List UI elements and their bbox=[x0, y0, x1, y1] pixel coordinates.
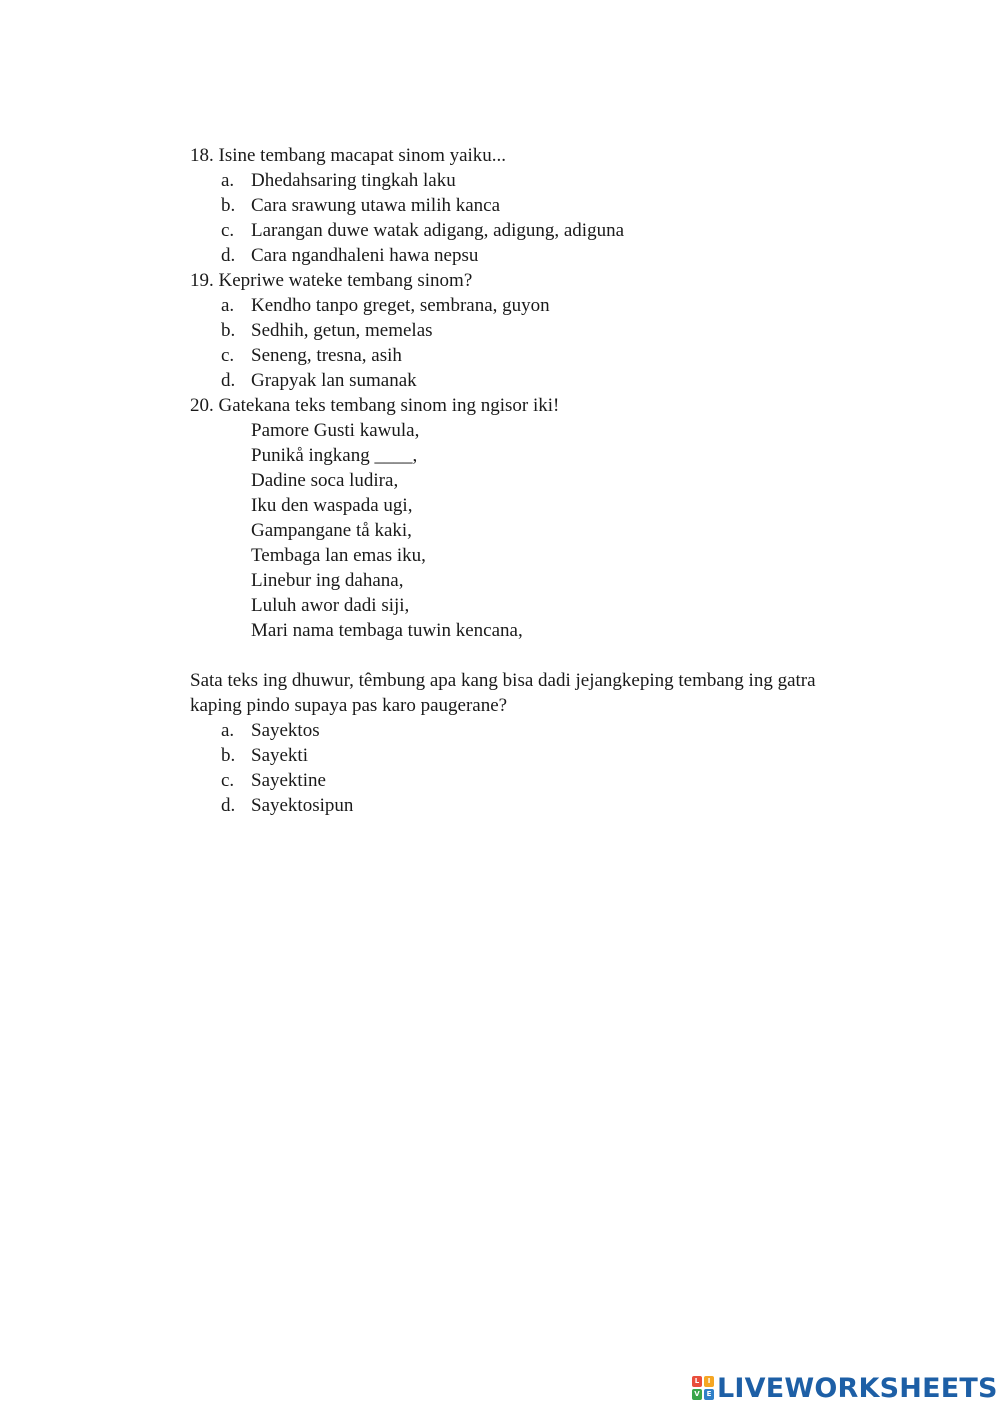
option-letter: b. bbox=[221, 320, 236, 341]
q20-prompt-line-2: kaping pindo supaya pas karo paugerane? bbox=[190, 695, 508, 716]
option-text: Grapyak lan sumanak bbox=[251, 370, 417, 391]
q18-option-a bbox=[0, 168, 999, 193]
logo-tile-v: V bbox=[692, 1389, 702, 1400]
option-text: Sayektine bbox=[251, 770, 326, 791]
option-text: Seneng, tresna, asih bbox=[251, 345, 402, 366]
logo-tile-i: I bbox=[704, 1376, 714, 1387]
verse-line: Mari nama tembaga tuwin kencana, bbox=[251, 620, 523, 641]
option-letter: b. bbox=[221, 745, 236, 766]
verse-line: Linebur ing dahana, bbox=[251, 570, 404, 591]
option-text: Cara srawung utawa milih kanca bbox=[251, 195, 501, 216]
option-text: Larangan duwe watak adigang, adigung, adiguna bbox=[251, 220, 625, 241]
question-20: 20. Gatekana teks tembang sinom ing ngisor iki! bbox=[190, 395, 560, 416]
option-text: Cara ngandhaleni hawa nepsu bbox=[251, 245, 479, 266]
option-text: Kendho tanpo greget, sembrana, guyon bbox=[251, 295, 550, 316]
option-letter: b. bbox=[221, 195, 236, 216]
verse-line: Iku den waspada ugi, bbox=[251, 495, 413, 516]
option-letter: a. bbox=[221, 720, 235, 741]
verse-line-blank: Punikå ingkang ____, bbox=[251, 445, 418, 466]
question-18: 18. Isine tembang macapat sinom yaiku... bbox=[190, 145, 507, 166]
q20-prompt-line-1: Sata teks ing dhuwur, têmbung apa kang bisa dadi jejangkeping tembang ing gatra bbox=[190, 670, 816, 691]
option-letter: c. bbox=[221, 770, 235, 791]
verse-line: Dadine soca ludira, bbox=[251, 470, 399, 491]
option-text: Dhedahsaring tingkah laku bbox=[251, 170, 456, 191]
q19-option-d bbox=[0, 368, 999, 393]
q20-option-a bbox=[0, 718, 999, 743]
option-text: Sayektosipun bbox=[251, 795, 354, 816]
option-letter: d. bbox=[221, 245, 236, 266]
option-letter: c. bbox=[221, 345, 235, 366]
q20-option-b bbox=[0, 743, 999, 768]
verse-line: Gampangane tå kaki, bbox=[251, 520, 412, 541]
option-letter: d. bbox=[221, 370, 236, 391]
liveworksheets-logo bbox=[692, 1372, 998, 1404]
verse-line: Luluh awor dadi siji, bbox=[251, 595, 410, 616]
logo-text: LIVEWORKSHEETS bbox=[717, 1372, 998, 1404]
q19-option-b bbox=[0, 318, 999, 343]
question-19: 19. Kepriwe wateke tembang sinom? bbox=[190, 270, 473, 291]
q19-option-c bbox=[0, 343, 999, 368]
option-letter: a. bbox=[221, 170, 235, 191]
q20-option-c bbox=[0, 768, 999, 793]
q20-option-d bbox=[0, 793, 999, 818]
option-text: Sayektos bbox=[251, 720, 320, 741]
q18-option-b bbox=[0, 193, 999, 218]
q18-option-c bbox=[0, 218, 999, 243]
q19-option-a bbox=[0, 293, 999, 318]
liveworksheets-logo-icon bbox=[692, 1376, 714, 1400]
option-letter: d. bbox=[221, 795, 236, 816]
option-text: Sedhih, getun, memelas bbox=[251, 320, 433, 341]
logo-tile-e: E bbox=[704, 1389, 714, 1400]
option-letter: c. bbox=[221, 220, 235, 241]
option-text: Sayekti bbox=[251, 745, 308, 766]
verse-line: Pamore Gusti kawula, bbox=[251, 420, 420, 441]
q18-option-d bbox=[0, 243, 999, 268]
option-letter: a. bbox=[221, 295, 235, 316]
verse-line: Tembaga lan emas iku, bbox=[251, 545, 426, 566]
logo-tile-l: L bbox=[692, 1376, 702, 1387]
